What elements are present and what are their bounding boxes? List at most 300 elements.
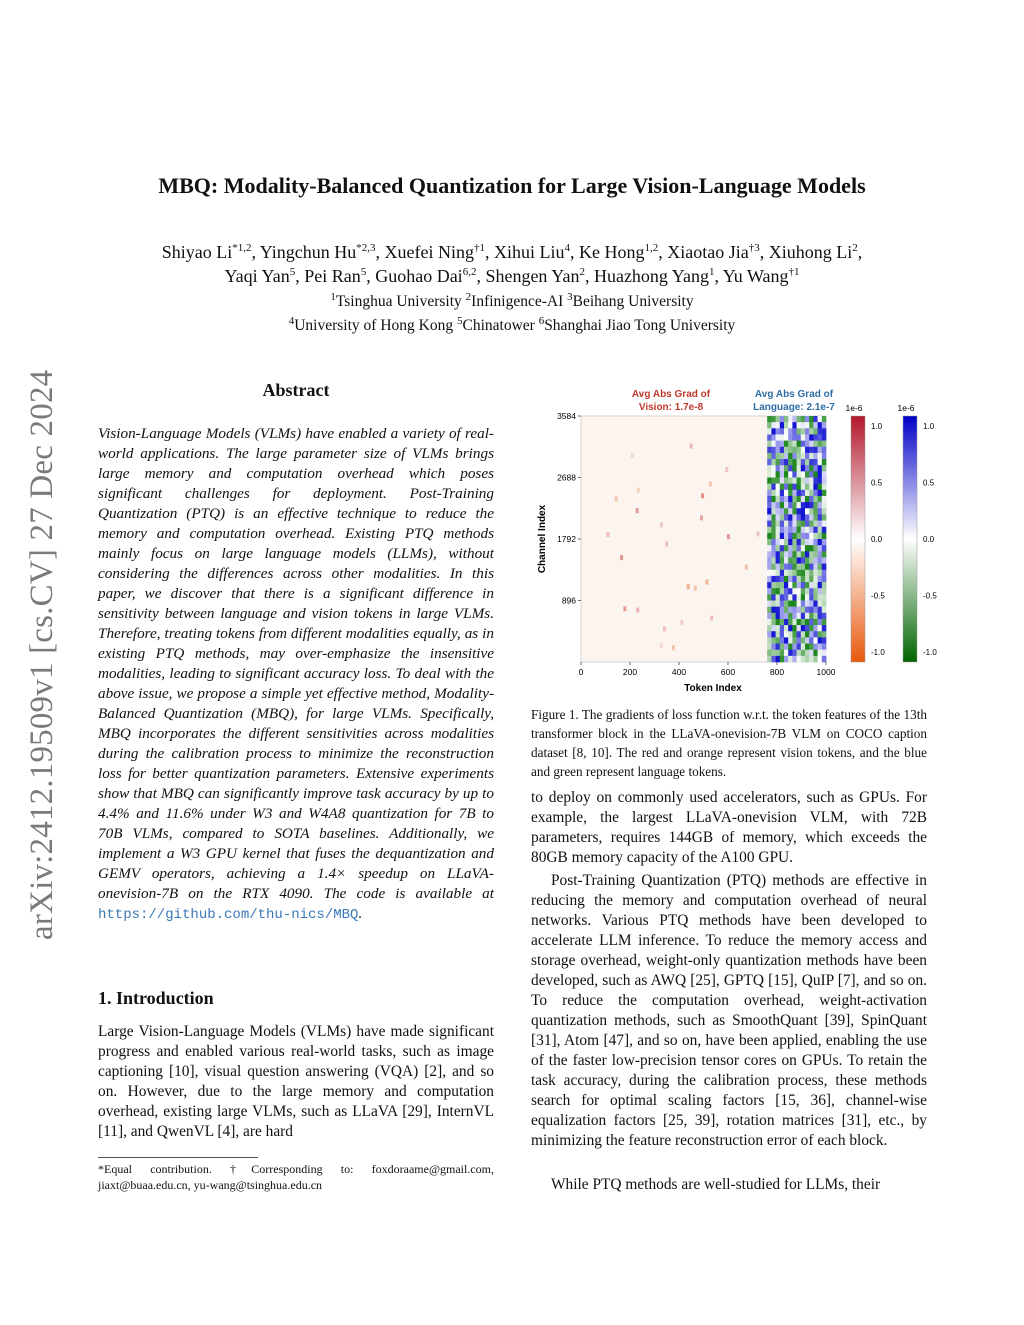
language-cell: [788, 576, 793, 582]
language-cell: [813, 564, 818, 570]
language-cell: [792, 434, 797, 440]
language-cell: [767, 447, 772, 453]
language-cell: [771, 551, 776, 557]
language-cell: [767, 588, 772, 594]
language-cell: [809, 434, 814, 440]
language-cell: [822, 582, 827, 588]
language-cell: [801, 434, 806, 440]
language-cell: [818, 434, 823, 440]
language-cell: [784, 650, 789, 656]
y-axis-label: Channel Index: [537, 504, 548, 574]
language-cell: [780, 625, 785, 631]
vision-cell: [709, 482, 712, 487]
language-cell: [780, 644, 785, 650]
language-cell: [809, 478, 814, 484]
language-cell: [771, 508, 776, 514]
language-cell: [792, 564, 797, 570]
language-cell: [818, 625, 823, 631]
language-cell: [788, 514, 793, 520]
colorbars: [845, 403, 937, 662]
language-cell: [813, 484, 818, 490]
language-cell: [771, 416, 776, 422]
language-cell: [813, 478, 818, 484]
figure-1-heatmap: [531, 384, 937, 700]
vision-colorbar-tick-label: 0.0: [871, 535, 883, 544]
language-cell: [813, 471, 818, 477]
language-cell: [780, 471, 785, 477]
language-cell: [797, 637, 802, 643]
vision-colorbar-tick-label: -1.0: [871, 648, 885, 657]
vision-colorbar-tick-label: 0.5: [871, 478, 883, 488]
language-cell: [771, 631, 776, 637]
vision-colorbar: [851, 416, 865, 662]
language-cell: [771, 434, 776, 440]
language-cell: [813, 570, 818, 576]
language-cell: [784, 496, 789, 502]
language-cell: [788, 521, 793, 527]
language-cell: [767, 619, 772, 625]
language-cell: [813, 422, 818, 428]
language-cell: [805, 428, 810, 434]
language-cell: [784, 557, 789, 563]
language-cell: [792, 422, 797, 428]
language-cell: [780, 453, 785, 459]
language-cell: [776, 514, 781, 520]
language-cell: [805, 545, 810, 551]
language-cell: [801, 644, 806, 650]
language-cell: [809, 551, 814, 557]
language-cell: [797, 582, 802, 588]
language-cell: [792, 545, 797, 551]
language-cell: [771, 459, 776, 465]
language-cell: [801, 453, 806, 459]
footnote: *Equal contribution. †Corresponding to: foxdoraame@gmail.com, jiaxt@buaa.edu.cn, yu-wang@tsinghua.edu.cn: [98, 1162, 494, 1192]
language-cell: [767, 416, 772, 422]
language-cell: [805, 508, 810, 514]
language-cell: [805, 533, 810, 539]
language-cell: [801, 478, 806, 484]
language-cell: [805, 527, 810, 533]
language-cell: [792, 557, 797, 563]
language-cell: [776, 533, 781, 539]
language-cell: [771, 496, 776, 502]
language-cell: [771, 502, 776, 508]
language-cell: [784, 502, 789, 508]
language-cell: [788, 428, 793, 434]
language-cell: [776, 447, 781, 453]
language-cell: [780, 441, 785, 447]
language-cell: [797, 607, 802, 613]
language-cell: [784, 527, 789, 533]
language-cell: [788, 471, 793, 477]
language-cell: [788, 459, 793, 465]
vision-cell: [631, 453, 634, 458]
language-cell: [792, 521, 797, 527]
language-cell: [771, 490, 776, 496]
language-cell: [797, 570, 802, 576]
language-cell: [797, 422, 802, 428]
language-cell: [767, 459, 772, 465]
language-cell: [813, 607, 818, 613]
language-cell: [813, 631, 818, 637]
language-cell: [809, 576, 814, 582]
language-cell: [813, 594, 818, 600]
language-cell: [801, 545, 806, 551]
language-cell: [780, 484, 785, 490]
language-cell: [792, 594, 797, 600]
language-cell: [771, 545, 776, 551]
language-cell: [780, 422, 785, 428]
language-cell: [805, 644, 810, 650]
language-cell: [822, 484, 827, 490]
language-cell: [788, 644, 793, 650]
language-cell: [767, 465, 772, 471]
language-cell: [809, 650, 814, 656]
language-cell: [813, 601, 818, 607]
language-cell: [822, 625, 827, 631]
language-cell: [818, 594, 823, 600]
language-cell: [805, 631, 810, 637]
language-cell: [776, 631, 781, 637]
language-cell: [801, 465, 806, 471]
language-cell: [813, 582, 818, 588]
language-cell: [818, 422, 823, 428]
language-cell: [797, 533, 802, 539]
language-cell: [776, 637, 781, 643]
language-cell: [805, 570, 810, 576]
language-cell: [801, 416, 806, 422]
language-cell: [809, 514, 814, 520]
language-cell: [805, 588, 810, 594]
language-cell: [813, 656, 818, 662]
language-cell: [805, 557, 810, 563]
language-cell: [771, 637, 776, 643]
language-cell: [813, 576, 818, 582]
language-cell: [792, 613, 797, 619]
language-cell: [801, 637, 806, 643]
language-cell: [813, 434, 818, 440]
x-tick-label: 1000: [816, 667, 836, 677]
vision-cell: [757, 531, 760, 536]
language-cell: [801, 557, 806, 563]
vision-cell: [710, 616, 713, 621]
language-cell: [784, 478, 789, 484]
language-cell: [784, 656, 789, 662]
language-cell: [822, 441, 827, 447]
language-cell: [822, 576, 827, 582]
language-cell: [792, 465, 797, 471]
heatmap-svg: [531, 384, 937, 700]
language-cell: [784, 601, 789, 607]
language-cell: [784, 428, 789, 434]
language-cell: [805, 465, 810, 471]
language-cell: [797, 644, 802, 650]
language-cell: [767, 502, 772, 508]
language-cell: [788, 564, 793, 570]
language-cell: [771, 514, 776, 520]
language-cell: [822, 527, 827, 533]
language-cell: [813, 459, 818, 465]
language-cell: [776, 619, 781, 625]
language-cell: [776, 551, 781, 557]
language-cell: [792, 601, 797, 607]
code-link[interactable]: https://github.com/thu-nics/MBQ: [98, 907, 359, 923]
vision-cell: [701, 493, 704, 498]
language-cell: [797, 631, 802, 637]
language-cell: [801, 594, 806, 600]
language-cell: [805, 607, 810, 613]
language-cell: [801, 631, 806, 637]
language-cell: [788, 422, 793, 428]
language-cell: [771, 619, 776, 625]
language-cell: [813, 453, 818, 459]
language-cell: [809, 453, 814, 459]
language-cell: [788, 508, 793, 514]
language-cell: [818, 644, 823, 650]
y-tick-label: 2688: [557, 472, 576, 483]
language-cell: [805, 478, 810, 484]
language-cell: [809, 594, 814, 600]
language-cell: [809, 527, 814, 533]
language-cell: [809, 465, 814, 471]
language-cell: [822, 656, 827, 662]
language-cell: [822, 631, 827, 637]
language-cell: [767, 637, 772, 643]
language-cell: [784, 594, 789, 600]
vision-cell: [687, 584, 690, 589]
language-cell: [822, 471, 827, 477]
language-cell: [809, 441, 814, 447]
language-cell: [801, 576, 806, 582]
language-cell: [792, 582, 797, 588]
language-colorbar: [903, 416, 917, 662]
language-cell: [771, 478, 776, 484]
language-cell: [801, 490, 806, 496]
language-cell: [818, 478, 823, 484]
language-cell: [784, 545, 789, 551]
language-cell: [776, 459, 781, 465]
language-cell: [818, 545, 823, 551]
language-cell: [822, 416, 827, 422]
language-cell: [784, 422, 789, 428]
language-cell: [818, 490, 823, 496]
language-cell: [776, 650, 781, 656]
language-cell: [801, 601, 806, 607]
language-cell: [805, 656, 810, 662]
language-cell: [809, 521, 814, 527]
language-cell: [767, 570, 772, 576]
language-cell: [767, 490, 772, 496]
language-cell: [776, 478, 781, 484]
language-cell: [809, 656, 814, 662]
language-cell: [822, 594, 827, 600]
language-cell: [771, 428, 776, 434]
language-cell: [822, 465, 827, 471]
language-cell: [797, 588, 802, 594]
language-cell: [788, 478, 793, 484]
language-cell: [784, 447, 789, 453]
language-cell: [776, 428, 781, 434]
language-cell: [801, 441, 806, 447]
language-cell: [788, 582, 793, 588]
language-cell: [788, 441, 793, 447]
arxiv-sidebar: [20, 350, 70, 950]
language-cell: [818, 539, 823, 545]
language-cell: [771, 613, 776, 619]
language-cell: [776, 570, 781, 576]
language-cell: [767, 650, 772, 656]
language-cell: [780, 539, 785, 545]
language-cell: [797, 625, 802, 631]
arxiv-identifier: arXiv:2412.19509v1 [cs.CV] 27 Dec 2024: [24, 369, 60, 940]
language-cell: [771, 644, 776, 650]
vision-colorbar-tick-label: -0.5: [871, 591, 885, 601]
language-cell: [818, 601, 823, 607]
language-cell: [776, 557, 781, 563]
language-cell: [780, 434, 785, 440]
language-cell: [788, 539, 793, 545]
language-colorbar-tick-label: 0.0: [923, 535, 935, 544]
language-cell: [801, 625, 806, 631]
language-cell: [813, 619, 818, 625]
language-cell: [788, 416, 793, 422]
language-cell: [767, 601, 772, 607]
language-cell: [805, 576, 810, 582]
language-cell: [818, 447, 823, 453]
language-cell: [780, 631, 785, 637]
vision-title-line2: Vision: 1.7e-8: [638, 402, 704, 413]
language-cell: [805, 582, 810, 588]
language-cell: [813, 545, 818, 551]
language-cell: [788, 527, 793, 533]
language-cell: [776, 453, 781, 459]
language-cell: [784, 539, 789, 545]
language-cell: [788, 551, 793, 557]
language-cell: [771, 557, 776, 563]
language-cell: [805, 637, 810, 643]
language-cell: [780, 514, 785, 520]
language-cell: [771, 601, 776, 607]
language-cell: [784, 459, 789, 465]
vision-cell: [665, 542, 668, 547]
language-cell: [792, 502, 797, 508]
language-cell: [784, 564, 789, 570]
language-cell: [792, 576, 797, 582]
vision-cell: [690, 444, 693, 449]
language-cell: [780, 607, 785, 613]
language-cell: [813, 650, 818, 656]
language-cell: [805, 484, 810, 490]
language-cell: [801, 613, 806, 619]
authors-line-1: Shiyao Li$^{*1,2}$, Yingchun Hu$^{*2,3}$, Xuefei Ning$^{\dagger 1}$, Xihui Liu$^4$, Ke Hong$^{1,2}$, Xiaotao Jia$^{\dagger 3}$, Xiuhong Li$^2$,: [161, 242, 863, 262]
y-tick-label: 1792: [557, 534, 576, 544]
language-cell: [784, 631, 789, 637]
language-cell: [797, 521, 802, 527]
language-cell: [776, 465, 781, 471]
language-cell: [771, 484, 776, 490]
language-cell: [767, 471, 772, 477]
affiliations-line-2: $^4$University of Hong Kong $^5$Chinatower $^6$Shanghai Jiao Tong University: [288, 314, 736, 334]
language-cell: [788, 557, 793, 563]
language-cell: [813, 644, 818, 650]
language-cell: [809, 545, 814, 551]
language-cell: [771, 582, 776, 588]
language-cell: [813, 447, 818, 453]
language-cell: [809, 428, 814, 434]
language-cell: [801, 539, 806, 545]
author-list: [90, 240, 934, 288]
language-cell: [809, 471, 814, 477]
language-cell: [767, 441, 772, 447]
vision-cell: [663, 626, 666, 631]
language-cell: [822, 613, 827, 619]
language-cell: [797, 594, 802, 600]
language-cell: [780, 637, 785, 643]
language-cell: [809, 564, 814, 570]
language-cell: [780, 527, 785, 533]
language-cell: [818, 570, 823, 576]
affiliations: [90, 290, 934, 338]
language-cell: [797, 545, 802, 551]
section-heading-introduction: 1. Introduction: [98, 988, 214, 1008]
language-cell: [792, 656, 797, 662]
language-cell: [792, 570, 797, 576]
language-cell: [822, 459, 827, 465]
language-cell: [771, 447, 776, 453]
language-cell: [788, 453, 793, 459]
language-cell: [776, 564, 781, 570]
vision-title-line1: Avg Abs Grad of: [631, 389, 711, 400]
language-cell: [801, 533, 806, 539]
language-cell: [797, 484, 802, 490]
language-cell: [788, 613, 793, 619]
language-cell: [818, 637, 823, 643]
language-cell: [788, 496, 793, 502]
affiliations-line-1: $^1$Tsinghua University $^2$Infinigence-AI $^3$Beihang University: [330, 290, 694, 310]
language-cell: [771, 539, 776, 545]
vision-cell: [725, 467, 728, 472]
language-cell: [813, 533, 818, 539]
language-cell: [797, 428, 802, 434]
language-cell: [813, 551, 818, 557]
language-cell: [792, 471, 797, 477]
language-cell: [805, 514, 810, 520]
language-cell: [822, 564, 827, 570]
language-cell: [767, 428, 772, 434]
language-cell: [780, 533, 785, 539]
language-cell: [797, 490, 802, 496]
language-cell: [822, 453, 827, 459]
language-cell: [818, 496, 823, 502]
language-cell: [809, 637, 814, 643]
language-cell: [818, 441, 823, 447]
x-axis-label: Token Index: [684, 683, 742, 694]
language-cell: [776, 656, 781, 662]
language-cell: [780, 478, 785, 484]
language-cell: [767, 644, 772, 650]
language-cell: [767, 521, 772, 527]
language-colorbar-scale: 1e-6: [897, 403, 915, 413]
language-cell: [776, 594, 781, 600]
language-cell: [805, 564, 810, 570]
language-cell: [797, 496, 802, 502]
language-cell: [818, 631, 823, 637]
language-cell: [801, 619, 806, 625]
language-cell: [792, 459, 797, 465]
language-cell: [771, 527, 776, 533]
language-cell: [809, 582, 814, 588]
language-cell: [771, 576, 776, 582]
